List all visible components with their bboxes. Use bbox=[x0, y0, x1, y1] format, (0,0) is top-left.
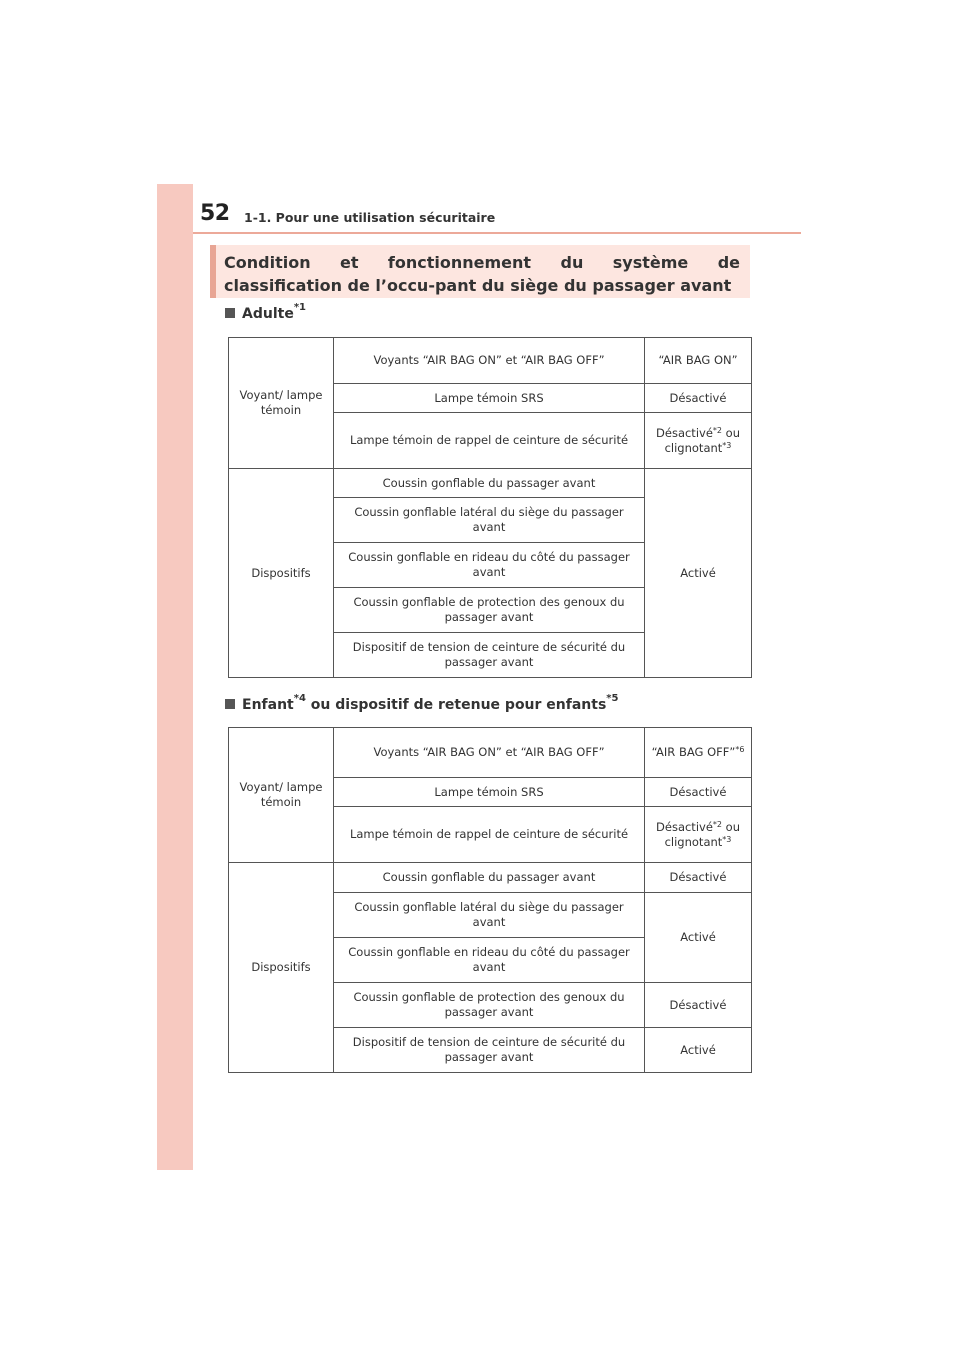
device-cell: Coussin gonflable de protection des genoux du passager avant bbox=[334, 983, 645, 1028]
reminder-value-cell: Désactivé$^{*2}$ ou clignotant$^{*3}$ bbox=[645, 413, 752, 469]
header-rule bbox=[193, 232, 801, 234]
device-value-cell: Activé bbox=[645, 893, 752, 983]
child-table bbox=[228, 727, 752, 1073]
indicator-label-cell: Voyant/ lampe témoin bbox=[229, 728, 334, 863]
device-cell: Coussin gonflable du passager avant bbox=[334, 863, 645, 893]
device-cell: Coussin gonflable de protection des genoux du passager avant bbox=[334, 588, 645, 633]
devices-value-cell: Activé bbox=[645, 469, 752, 678]
indicators-value-cell: “AIR BAG ON” bbox=[645, 338, 752, 384]
square-bullet-icon bbox=[225, 308, 235, 318]
banner-title: Condition et fonctionnement du système de classification de l’occu-pant du siège du passager avant bbox=[224, 253, 740, 295]
section-banner bbox=[210, 245, 750, 298]
indicator-label-cell: Voyant/ lampe témoin bbox=[229, 338, 334, 469]
device-cell: Coussin gonflable en rideau du côté du passager avant bbox=[334, 543, 645, 588]
page-number: 52 bbox=[200, 201, 230, 226]
srs-value-cell: Désactivé bbox=[645, 384, 752, 413]
devices-label-cell: Dispositifs bbox=[229, 469, 334, 678]
section-title: 1-1. Pour une utilisation sécuritaire bbox=[244, 210, 496, 225]
adult-heading: Adulte$^{*1}$ bbox=[225, 306, 306, 322]
reminder-value-cell: Désactivé$^{*2}$ ou clignotant$^{*3}$ bbox=[645, 807, 752, 863]
srs-label-cell: Lampe témoin SRS bbox=[334, 384, 645, 413]
indicators-value-cell: “AIR BAG OFF”$^{*6}$ bbox=[645, 728, 752, 778]
reminder-label-cell: Lampe témoin de rappel de ceinture de sécurité bbox=[334, 413, 645, 469]
srs-label-cell: Lampe témoin SRS bbox=[334, 778, 645, 807]
indicators-header-cell: Voyants “AIR BAG ON” et “AIR BAG OFF” bbox=[334, 338, 645, 384]
square-bullet-icon bbox=[225, 699, 235, 709]
device-cell: Coussin gonflable du passager avant bbox=[334, 469, 645, 498]
banner-accent-bar bbox=[210, 245, 216, 298]
device-cell: Coussin gonflable latéral du siège du passager avant bbox=[334, 893, 645, 938]
reminder-label-cell: Lampe témoin de rappel de ceinture de sécurité bbox=[334, 807, 645, 863]
indicators-header-cell: Voyants “AIR BAG ON” et “AIR BAG OFF” bbox=[334, 728, 645, 778]
adult-table bbox=[228, 337, 752, 678]
device-cell: Dispositif de tension de ceinture de sécurité du passager avant bbox=[334, 633, 645, 678]
device-value-cell: Désactivé bbox=[645, 983, 752, 1028]
device-value-cell: Activé bbox=[645, 1028, 752, 1073]
child-heading: Enfant$^{*4}$ ou dispositif de retenue pour enfants$^{*5}$ bbox=[225, 697, 618, 713]
device-cell: Coussin gonflable en rideau du côté du passager avant bbox=[334, 938, 645, 983]
srs-value-cell: Désactivé bbox=[645, 778, 752, 807]
device-value-cell: Désactivé bbox=[645, 863, 752, 893]
side-color-band bbox=[157, 184, 193, 1170]
device-cell: Dispositif de tension de ceinture de sécurité du passager avant bbox=[334, 1028, 645, 1073]
device-cell: Coussin gonflable latéral du siège du passager avant bbox=[334, 498, 645, 543]
devices-label-cell: Dispositifs bbox=[229, 863, 334, 1073]
